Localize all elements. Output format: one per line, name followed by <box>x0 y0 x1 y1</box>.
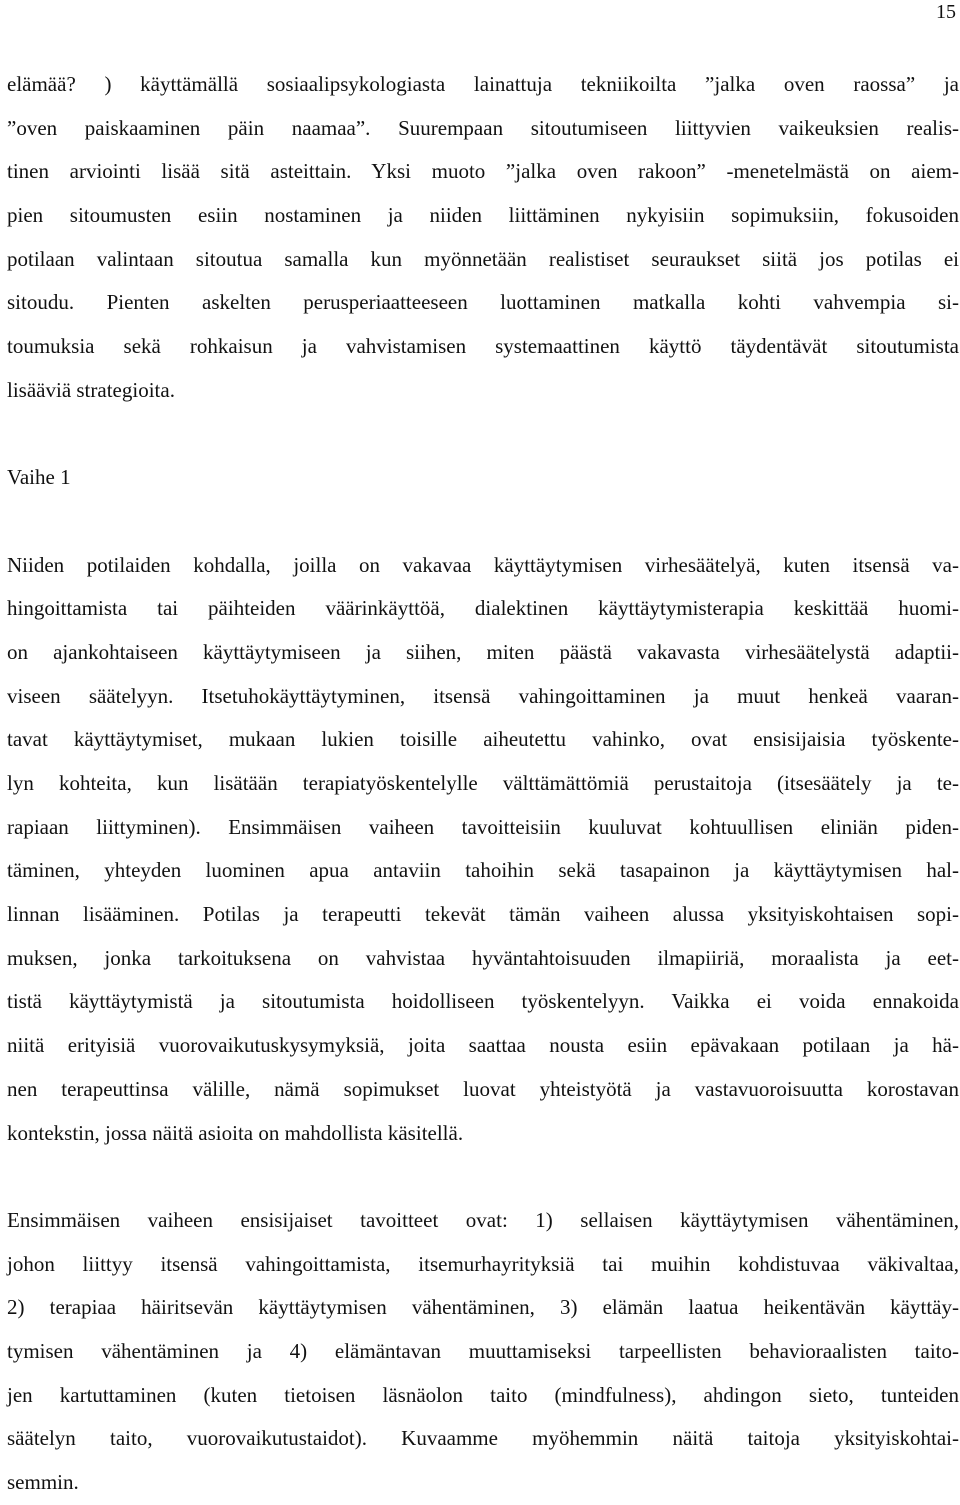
text-line: tavat käyttäytymiset, mukaan lukien toisille aiheutettu vahinko, ovat ensisijaisia työskente- <box>7 727 959 752</box>
text-line: sitoudu. Pienten askelten perusperiaatteeseen luottaminen matkalla kohti vahvempia si- <box>7 290 959 315</box>
text-line: muksen, jonka tarkoituksena on vahvistaa hyväntahtoisuuden ilmapiiriä, moraalista ja eet- <box>7 945 959 970</box>
text-line: lyn kohteita, kun lisätään terapiatyöskentelylle välttämättömiä perustaitoja (itsesäätely ja te- <box>7 771 959 795</box>
text-line: kontekstin, jossa näitä asioita on mahdollista käsitellä. <box>7 1120 464 1145</box>
text-line: lisääviä strategioita. <box>7 377 175 402</box>
page-number: 15 <box>936 1 956 23</box>
text-line: viseen säätelyyn. Itsetuhokäyttäytyminen, itsensä vahingoittaminen ja muut henkeä vaaran- <box>7 683 959 708</box>
text-line: Ensimmäisen vaiheen ensisijaiset tavoitteet ovat: 1) sellaisen käyttäytymisen vähentäminen, <box>7 1207 959 1232</box>
text-line: hingoittamista tai päihteiden väärinkäyttöä, dialektinen käyttäytymisterapia keskittää huomi- <box>7 596 959 621</box>
text-line: 2) terapiaa häiritsevän käyttäytymisen vähentäminen, 3) elämän laatua heikentävän käyttäy- <box>7 1295 959 1320</box>
document-body <box>7 63 959 1505</box>
text-line: jen kartuttaminen (kuten tietoisen läsnäolon taito (mindfulness), ahdingon sieto, tunteiden <box>7 1382 959 1407</box>
text-line: linnan lisääminen. Potilas ja terapeutti tekevät tämän vaiheen alussa yksityiskohtaisen sopi- <box>7 902 959 927</box>
text-line: johon liittyy itsensä vahingoittamista, itsemurhayrityksiä tai muihin kohdistuvaa väkivaltaa, <box>7 1251 959 1276</box>
text-line: elämää? ) käyttämällä sosiaalipsykologiasta lainattuja tekniikoilta ”jalka oven raossa” ja <box>7 72 959 96</box>
text-line: niitä erityisiä vuorovaikutuskysymyksiä, joita saattaa nousta esiin epävakaan potilaan ja hä- <box>7 1033 959 1058</box>
text-line: tistä käyttäytymistä ja sitoutumista hoidolliseen työskentelyyn. Vaikka ei voida ennakoida <box>7 989 959 1014</box>
text-line: tymisen vähentäminen ja 4) elämäntavan muuttamiseksi tarpeellisten behavioraalisten taito- <box>7 1338 959 1363</box>
text-line: on ajankohtaiseen käyttäytymiseen ja siihen, miten päästä vakavasta virhesäätelystä adaptii- <box>7 639 959 664</box>
paragraph-spacer <box>7 500 959 544</box>
text-line: säätelyn taito, vuorovaikutustaidot). Kuvaamme myöhemmin näitä taitoja yksityiskohtai- <box>7 1426 959 1451</box>
text-line: rapiaan liittyminen). Ensimmäisen vaiheen tavoitteisiin kuuluvat kohtuullisen eliniän piden- <box>7 814 959 839</box>
text-line: ”oven paiskaaminen päin naamaa”. Suurempaan sitoutumiseen liittyvien vaikeuksien realis- <box>7 115 959 140</box>
section-heading: Vaihe 1 <box>7 465 71 490</box>
text-line: semmin. <box>7 1470 79 1494</box>
paragraph-intro <box>7 63 959 413</box>
paragraph-phase-1 <box>7 544 959 1156</box>
text-line: nen terapeuttinsa välille, nämä sopimukset luovat yhteistyötä ja vastavuoroisuutta korostavan <box>7 1076 959 1101</box>
text-line: Niiden potilaiden kohdalla, joilla on vakavaa käyttäytymisen virhesäätelyä, kuten itsensä va- <box>7 552 959 577</box>
text-line: potilaan valintaan sitoutua samalla kun myönnetään realistiset seuraukset siitä jos potilas ei <box>7 246 959 271</box>
paragraph-goals <box>7 1199 959 1505</box>
paragraph-spacer <box>7 413 959 457</box>
paragraph-spacer <box>7 1155 959 1199</box>
text-line: pien sitoumusten esiin nostaminen ja niiden liittäminen nykyisiin sopimuksiin, fokusoiden <box>7 203 959 228</box>
text-line: toumuksia sekä rohkaisun ja vahvistamisen systemaattinen käyttö täydentävät sitoutumista <box>7 334 959 359</box>
text-line: tinen arviointi lisää sitä asteittain. Yksi muoto ”jalka oven rakoon” -menetelmästä on aiem- <box>7 159 959 184</box>
text-line: täminen, yhteyden luominen apua antaviin tahoihin sekä tasapainon ja käyttäytymisen hal- <box>7 858 959 883</box>
